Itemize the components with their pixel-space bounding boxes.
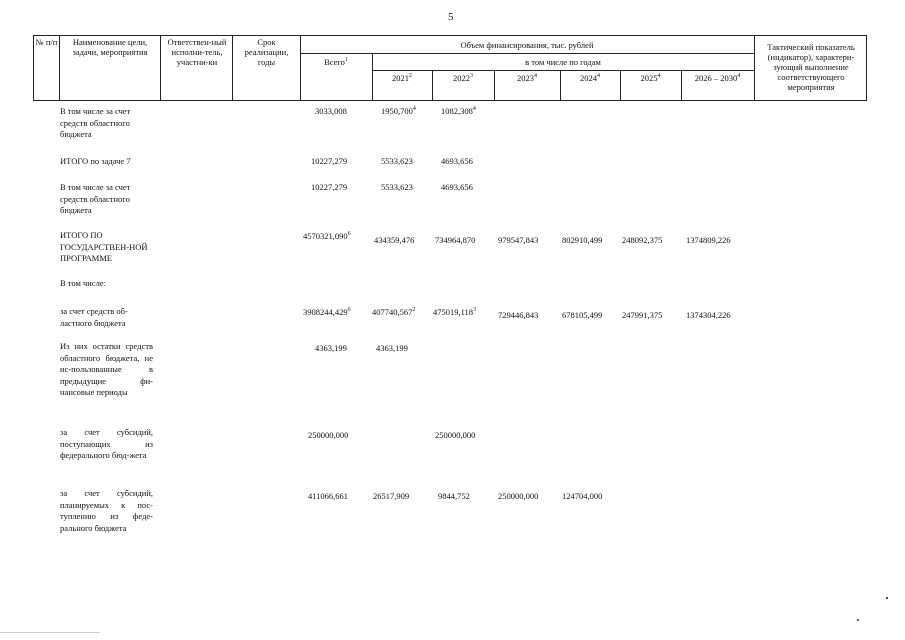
header-col-total: Всего$^1$	[324, 57, 348, 67]
header-year-2022: 2022$^3$	[453, 73, 473, 83]
cell-2021: 5533,623	[381, 156, 413, 166]
cell-total: 250000,000	[308, 430, 349, 440]
cell-total: 4363,199	[315, 343, 347, 353]
cell-total: 10227,279	[311, 156, 348, 166]
cell-2026-2030: 1374809,226	[686, 235, 731, 245]
cell-2023: 729446,843	[498, 310, 539, 320]
table-row-name: Из них остатки средств областного бюджета, не ис-пользованные в предыдущие фи-нансовые периоды	[60, 341, 153, 397]
cell-2022: 1082,308$^4$	[441, 106, 476, 116]
scan-dot	[857, 619, 859, 621]
cell-2023: 979547,843	[498, 235, 539, 245]
header-year-2024: 2024$^4$	[580, 73, 600, 83]
table-row-name: ИТОГО по задаче 7	[60, 156, 131, 166]
cell-total: 10227,279	[311, 182, 348, 192]
cell-2021: 5533,623	[381, 182, 413, 192]
header-year-2026-2030: 2026 – 2030$^4$	[694, 73, 741, 83]
header-col-incl-years: в том числе по годам	[525, 57, 601, 67]
cell-total: 3033,008	[315, 106, 347, 116]
header-year-2021: 2021$^2$	[392, 73, 412, 83]
cell-2026-2030: 1374304,226	[686, 310, 731, 320]
scan-dot	[886, 597, 888, 599]
page-number: 5	[448, 11, 454, 23]
cell-2021: 434359,476	[374, 235, 415, 245]
cell-2021: 407740,567$^2$	[372, 307, 416, 317]
cell-2025: 247991,375	[622, 310, 663, 320]
header-col-resp: Ответствен-ный исполни-тель, участни-ки	[167, 37, 227, 67]
header-col-name: Наименование цели, задачи, мероприятия	[72, 37, 148, 57]
cell-2025: 248092,375	[622, 235, 663, 245]
cell-total: 3908244,429$^6$	[303, 307, 351, 317]
cell-total: 4570321,090$^6$	[303, 231, 351, 241]
cell-2021: 1950,700$^4$	[381, 106, 416, 116]
cell-2022: 9844,752	[438, 491, 470, 501]
header-col-num: № п/п	[35, 37, 58, 47]
header-year-2025: 2025$^4$	[640, 73, 661, 83]
cell-2022: 4693,656	[441, 156, 473, 166]
cell-2022: 250000,000	[435, 430, 476, 440]
table-row-name: ИТОГО ПО ГОСУДАРСТВЕН-НОЙ ПРОГРАММЕ	[60, 230, 148, 263]
table-row-name: В том числе:	[60, 278, 106, 288]
table-header	[33, 35, 867, 101]
cell-total: 411066,661	[308, 491, 349, 501]
table-row-name: за счет субсидий, поступающих из федерального бюд-жета	[60, 427, 153, 460]
table-row-name: за счет средств об-ластного бюджета	[60, 306, 128, 328]
table-row-name: В том числе за счет средств областного бюджета	[60, 182, 131, 215]
header-col-finance: Объем финансирования, тыс. рублей	[460, 40, 594, 50]
cell-2024: 124704,000	[562, 491, 603, 501]
cell-2022: 734964,870	[435, 235, 476, 245]
header-col-term: Срок реализации, годы	[244, 37, 289, 67]
header-year-2023: 2023$^4$	[517, 73, 537, 83]
cell-2024: 802910,499	[562, 235, 603, 245]
bottom-rule	[0, 632, 100, 633]
cell-2021: 26517,909	[373, 491, 410, 501]
table-row-name: В том числе за счет средств областного бюджета	[60, 106, 131, 139]
table-row-name: за счет субсидий, планируемых к пос-туплению из феде-рального бюджета	[60, 488, 153, 533]
cell-2022: 475019,118$^3$	[433, 307, 477, 317]
cell-2022: 4693,656	[441, 182, 473, 192]
cell-2021: 4363,199	[376, 343, 408, 353]
header-col-indicator: Тактический показатель (индикатор), характери-зующий выполнение соответствующего мероприятия	[767, 42, 855, 92]
cell-2024: 678105,499	[562, 310, 603, 320]
cell-2023: 250000,000	[498, 491, 539, 501]
